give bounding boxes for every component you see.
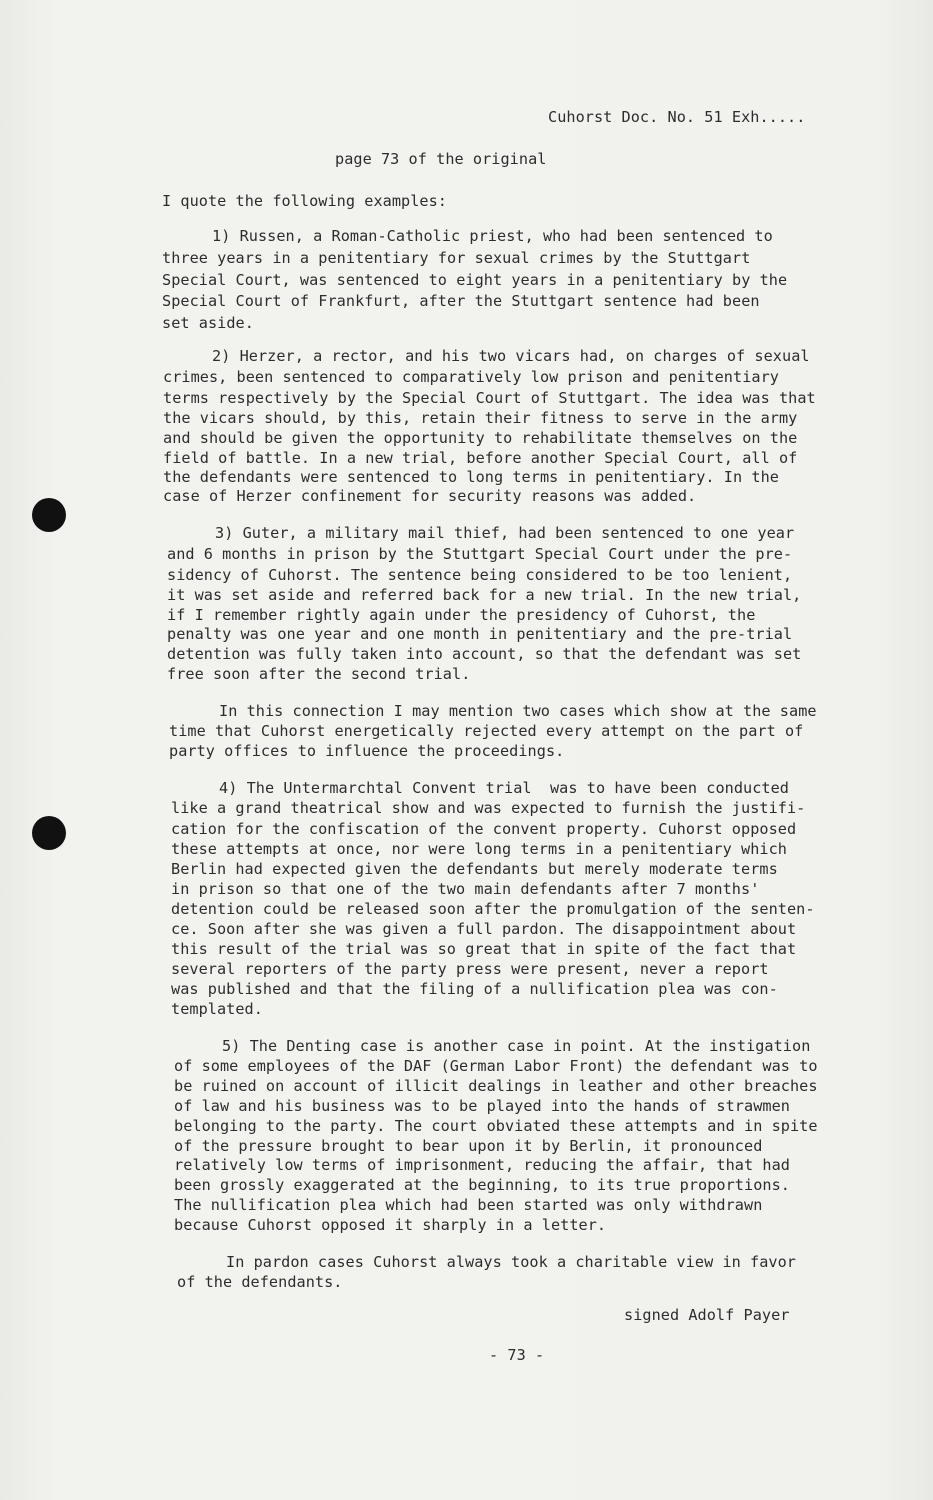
paragraph-2-line-4: the vicars should, by this, retain their fitness to serve in the army — [163, 409, 798, 427]
paragraph-5-line-12: templated. — [171, 1000, 263, 1018]
paragraph-1-line-4: Special Court of Frankfurt, after the Stuttgart sentence had been — [162, 292, 760, 310]
paragraph-5-line-10: several reporters of the party press were present, never a report — [171, 960, 769, 978]
paragraph-5-line-5: Berlin had expected given the defendants but merely moderate terms — [171, 860, 778, 878]
paragraph-1-line-1: 1) Russen, a Roman-Catholic priest, who had been sentenced to — [212, 227, 773, 245]
paragraph-4-line-2: time that Cuhorst energetically rejected every attempt on the part of — [169, 722, 804, 740]
paragraph-7-line-2: of the defendants. — [177, 1273, 343, 1291]
paragraph-1-line-5: set aside. — [162, 314, 254, 332]
paragraph-6-line-4: of law and his business was to be played into the hands of strawmen — [174, 1097, 790, 1115]
paragraph-6-line-5: belonging to the party. The court obviated these attempts and in spite — [174, 1117, 818, 1135]
punch-hole-top — [32, 498, 66, 532]
paragraph-2-line-7: the defendants were sentenced to long terms in penitentiary. In the — [163, 468, 779, 486]
paragraph-5-line-1: 4) The Untermarchtal Convent trial was to have been conducted — [219, 779, 790, 797]
paragraph-6-line-6: of the pressure brought to bear upon it by Berlin, it pronounced — [174, 1137, 763, 1155]
paragraph-6-line-1: 5) The Denting case is another case in point. At the instigation — [222, 1037, 811, 1055]
paragraph-4-line-3: party offices to influence the proceedings. — [169, 742, 565, 760]
paragraph-2-line-3: terms respectively by the Special Court of Stuttgart. The idea was that — [163, 389, 816, 407]
paragraph-6-line-10: because Cuhorst opposed it sharply in a letter. — [174, 1216, 607, 1234]
paragraph-2-line-1: 2) Herzer, a rector, and his two vicars had, on charges of sexual — [212, 347, 810, 365]
paragraph-5-line-6: in prison so that one of the two main defendants after 7 months' — [171, 880, 760, 898]
paragraph-3-line-3: sidency of Cuhorst. The sentence being considered to be too lenient, — [167, 566, 793, 584]
page-number: - 73 - — [489, 1346, 545, 1364]
paragraph-3-line-2: and 6 months in prison by the Stuttgart Special Court under the pre- — [167, 545, 793, 563]
paragraph-5-line-4: these attempts at once, nor were long terms in a penitentiary which — [171, 840, 787, 858]
paragraph-6-line-9: The nullification plea which had been started was only withdrawn — [174, 1196, 763, 1214]
paragraph-3-line-6: penalty was one year and one month in penitentiary and the pre-trial — [167, 625, 793, 643]
paragraph-4-line-1: In this connection I may mention two cases which show at the same — [219, 702, 817, 720]
paragraph-1-line-3: Special Court, was sentenced to eight years in a penitentiary by the — [162, 271, 788, 289]
document-reference: Cuhorst Doc. No. 51 Exh..... — [548, 108, 806, 126]
paragraph-7-line-1: In pardon cases Cuhorst always took a charitable view in favor — [226, 1253, 797, 1271]
paragraph-6-line-2: of some employees of the DAF (German Labor Front) the defendant was to — [174, 1057, 818, 1075]
paragraph-2-line-2: crimes, been sentenced to comparatively low prison and penitentiary — [163, 368, 779, 386]
paragraph-2-line-6: field of battle. In a new trial, before another Special Court, all of — [163, 449, 798, 467]
paragraph-5-line-9: this result of the trial was so great that in spite of the fact that — [171, 940, 797, 958]
paragraph-6-line-7: relatively low terms of imprisonment, reducing the affair, that had — [174, 1156, 790, 1174]
signature-line: signed Adolf Payer — [624, 1306, 790, 1324]
paragraph-5-line-2: like a grand theatrical show and was expected to furnish the justifi- — [171, 799, 806, 817]
paragraph-6-line-3: be ruined on account of illicit dealings in leather and other breaches — [174, 1077, 818, 1095]
paragraph-2-line-5: and should be given the opportunity to rehabilitate themselves on the — [163, 429, 798, 447]
paragraph-1-line-2: three years in a penitentiary for sexual crimes by the Stuttgart — [162, 249, 751, 267]
paragraph-3-line-4: it was set aside and referred back for a new trial. In the new trial, — [167, 586, 802, 604]
paragraph-5-line-7: detention could be released soon after the promulgation of the senten- — [171, 900, 815, 918]
paragraph-3-line-8: free soon after the second trial. — [167, 665, 471, 683]
intro-text: I quote the following examples: — [162, 192, 448, 210]
paragraph-3-line-5: if I remember rightly again under the presidency of Cuhorst, the — [167, 606, 756, 624]
paragraph-5-line-8: ce. Soon after she was given a full pardon. The disappointment about — [171, 920, 797, 938]
original-page-reference: page 73 of the original — [335, 150, 547, 168]
paragraph-5-line-11: was published and that the filing of a nullification plea was con- — [171, 980, 778, 998]
paragraph-3-line-7: detention was fully taken into account, so that the defendant was set — [167, 645, 802, 663]
paragraph-6-line-8: been grossly exaggerated at the beginning, to its true proportions. — [174, 1176, 790, 1194]
paragraph-5-line-3: cation for the confiscation of the convent property. Cuhorst opposed — [171, 820, 797, 838]
paragraph-3-line-1: 3) Guter, a military mail thief, had been sentenced to one year — [215, 524, 795, 542]
paragraph-2-line-8: case of Herzer confinement for security reasons was added. — [163, 487, 697, 505]
punch-hole-bottom — [32, 816, 66, 850]
